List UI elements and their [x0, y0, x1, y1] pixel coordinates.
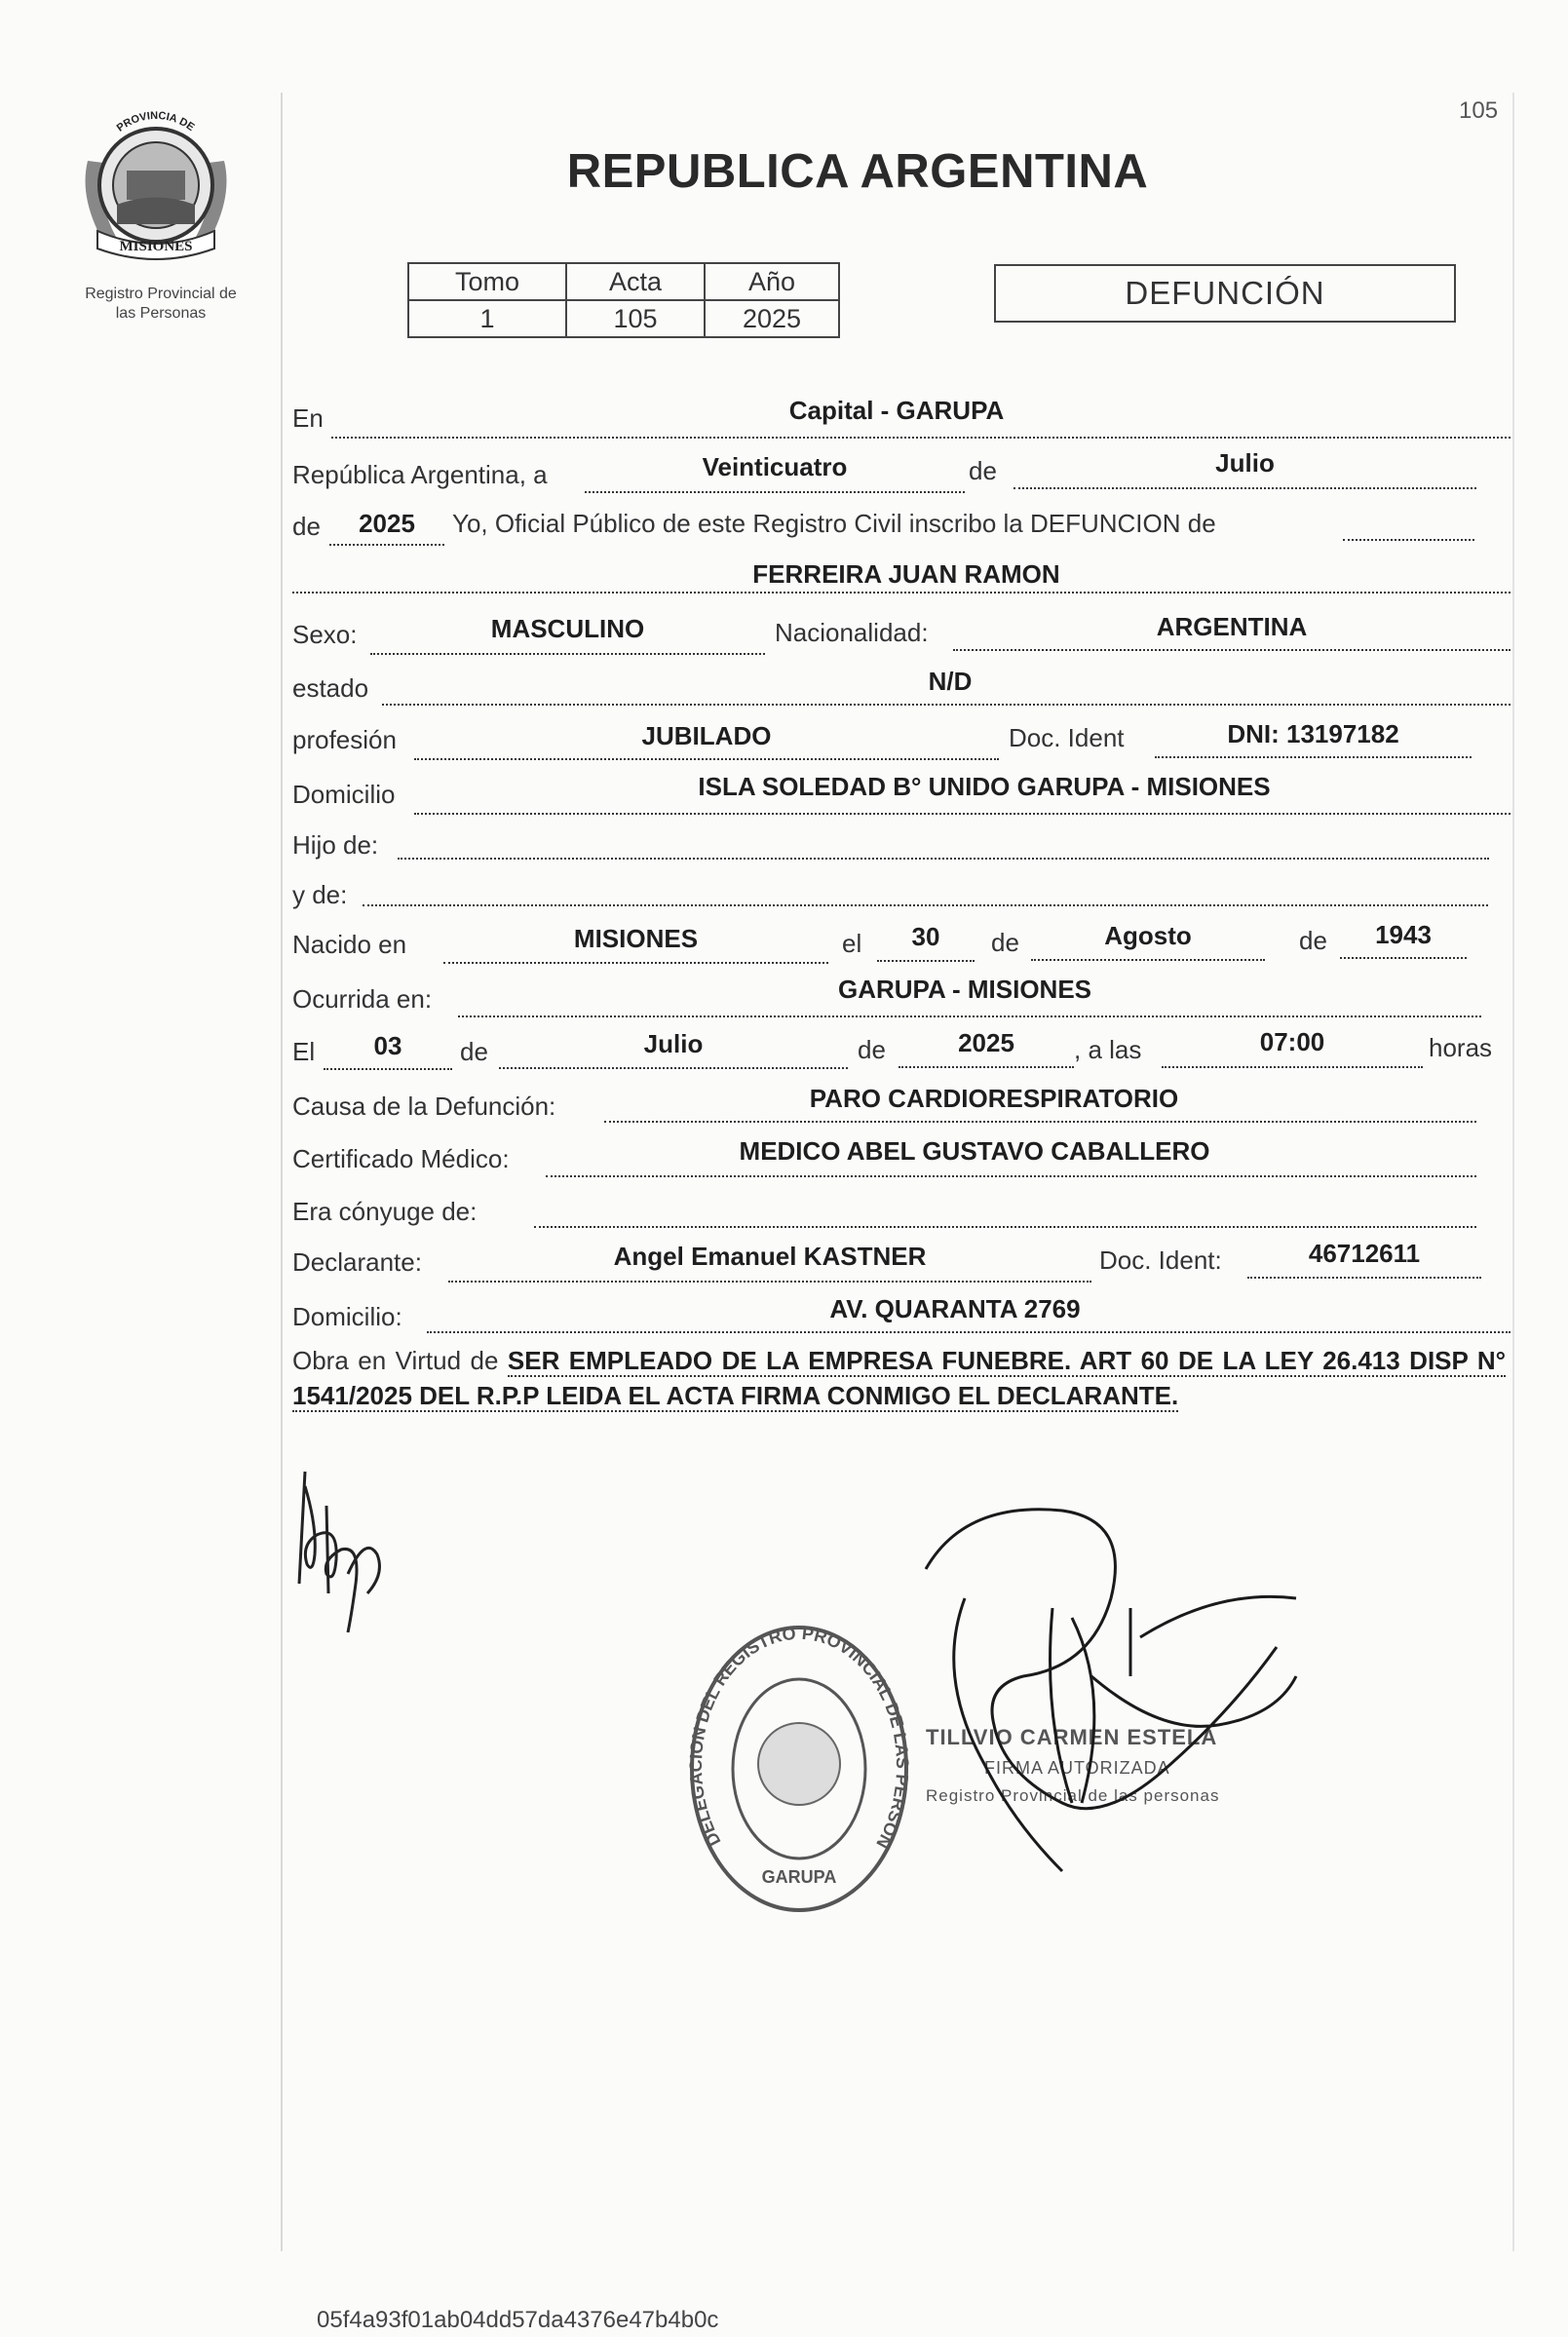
death-time-underline: [1162, 1066, 1423, 1068]
logo-banner-text: MISIONES: [119, 239, 193, 254]
declarante-doc-underline: [1247, 1277, 1481, 1279]
doc-ident-label-2: Doc. Ident:: [1099, 1245, 1222, 1275]
nacionalidad-underline: [953, 649, 1511, 651]
en-label: En: [292, 403, 324, 433]
ocurrida-underline: [458, 1015, 1481, 1017]
ano-header: Año: [705, 263, 839, 300]
causa-underline: [604, 1121, 1476, 1123]
ocurrida-value: GARUPA - MISIONES: [837, 975, 1091, 1004]
profesion-value: JUBILADO: [641, 721, 772, 750]
birth-month: Agosto: [1104, 921, 1192, 950]
tomo-value: 1: [408, 300, 566, 337]
sexo-label: Sexo:: [292, 620, 358, 649]
deceased-name: FERREIRA JUAN RAMON: [752, 559, 1060, 589]
obra-value: SER EMPLEADO DE LA EMPRESA FUNEBRE. ART 60 DE LA LEY 26.413 DISP N° 1541/2025 DEL R.P.P LEIDA EL ACTA FIRMA CONMIGO EL DECLARANTE.: [292, 1346, 1506, 1410]
estado-label: estado: [292, 673, 369, 703]
birth-year-underline: [1340, 957, 1467, 959]
de-label: de: [969, 456, 997, 485]
de-label-5: de: [460, 1037, 488, 1066]
doc-ident-label: Doc. Ident: [1009, 723, 1125, 752]
profesion-underline: [414, 758, 999, 760]
declarante-doc: 46712611: [1308, 1239, 1421, 1268]
record-type-box: DEFUNCIÓN: [994, 264, 1456, 323]
death-year-underline: [899, 1066, 1074, 1068]
causa-label: Causa de la Defunción:: [292, 1092, 556, 1121]
domicilio-label-2: Domicilio:: [292, 1302, 402, 1331]
el-label-2: El: [292, 1037, 316, 1066]
month-underline: [1013, 487, 1476, 489]
hijo-de-underline: [398, 858, 1489, 860]
registry-round-stamp: [682, 1618, 916, 1920]
de-label-3: de: [991, 928, 1019, 957]
official-signature: [906, 1481, 1316, 1891]
official-title: FIRMA AUTORIZADA: [984, 1758, 1170, 1778]
hijo-de-label: Hijo de:: [292, 830, 379, 860]
en-value: Capital - GARUPA: [788, 396, 1005, 425]
estado-underline: [382, 704, 1511, 706]
ano-value: 2025: [705, 300, 839, 337]
doc-ident-value: DNI: 13197182: [1227, 719, 1399, 748]
death-month-underline: [499, 1067, 848, 1069]
declarante-domicilio: AV. QUARANTA 2769: [829, 1294, 1081, 1323]
declarante-domicilio-underline: [427, 1331, 1511, 1333]
domicilio-value: ISLA SOLEDAD B° UNIDO GARUPA - MISIONES: [698, 772, 1271, 801]
year-underline: [329, 544, 444, 546]
profesion-label: profesión: [292, 725, 397, 754]
conyuge-label: Era cónyuge de:: [292, 1197, 478, 1226]
domicilio-underline: [414, 813, 1511, 815]
official-name: TILLVIO CARMEN ESTELA: [926, 1725, 1218, 1749]
stamp-ring-text: DELEGACION DEL REGISTRO PROVINCIAL DE LAS PERSON: [685, 1623, 913, 1853]
de-label-6: de: [858, 1035, 886, 1064]
de-label-4: de: [1299, 926, 1327, 955]
page-margin-line-left: [281, 93, 283, 2251]
day-words: Veinticuatro: [702, 452, 848, 481]
estado-value: N/D: [928, 667, 973, 696]
death-day: 03: [373, 1031, 402, 1060]
sexo-underline: [370, 653, 765, 655]
nacionalidad-label: Nacionalidad:: [775, 618, 929, 647]
acta-value: 105: [566, 300, 705, 337]
conyuge-underline: [534, 1226, 1476, 1228]
y-de-underline: [363, 904, 1488, 906]
birth-day-underline: [877, 960, 975, 962]
inscribo-text: Yo, Oficial Público de este Registro Civil inscribo la DEFUNCION de: [452, 509, 1216, 538]
tomo-header: Tomo: [408, 263, 566, 300]
death-day-underline: [324, 1068, 452, 1070]
document-hash: 05f4a93f01ab04dd57da4376e47b4b0c: [317, 2307, 719, 2333]
death-month: Julio: [643, 1029, 704, 1058]
death-time: 07:00: [1259, 1027, 1325, 1056]
birth-month-underline: [1031, 959, 1265, 961]
de-label-2: de: [292, 512, 321, 541]
acta-header: Acta: [566, 263, 705, 300]
domicilio-label: Domicilio: [292, 780, 396, 809]
obra-label: Obra en Virtud de: [292, 1346, 499, 1375]
declarante-underline: [448, 1281, 1091, 1283]
birth-year: 1943: [1375, 920, 1432, 949]
causa-value: PARO CARDIORESPIRATORIO: [809, 1084, 1179, 1113]
declarante-label: Declarante:: [292, 1247, 422, 1277]
nacionalidad-value: ARGENTINA: [1156, 612, 1308, 641]
day-underline: [585, 491, 965, 493]
obra-paragraph: [292, 1343, 1506, 1413]
certificado-value: MEDICO ABEL GUSTAVO CABALLERO: [739, 1136, 1210, 1166]
y-de-label: y de:: [292, 880, 348, 909]
horas-label: horas: [1429, 1033, 1493, 1062]
province-coat-of-arms-logo: [78, 102, 234, 268]
page-number: 105: [1459, 97, 1499, 124]
nacido-label: Nacido en: [292, 930, 407, 959]
month-value: Julio: [1215, 448, 1275, 478]
page-margin-line-right: [1512, 93, 1514, 2251]
republica-label: República Argentina, a: [292, 460, 548, 489]
declarante-value: Angel Emanuel KASTNER: [613, 1242, 927, 1271]
logo-caption: [54, 285, 268, 324]
ocurrida-label: Ocurrida en:: [292, 984, 433, 1014]
name-underline: [292, 592, 1511, 594]
sexo-value: MASCULINO: [490, 614, 645, 643]
certificado-label: Certificado Médico:: [292, 1144, 510, 1173]
official-registry: Registro Provincial de las personas: [926, 1786, 1220, 1805]
birth-day: 30: [911, 922, 940, 951]
year-value: 2025: [359, 509, 415, 538]
en-underline: [331, 437, 1511, 439]
certificado-underline: [546, 1175, 1476, 1177]
logo-caption-line1: Registro Provincial de: [85, 286, 237, 302]
nacido-value: MISIONES: [573, 924, 699, 953]
nacido-underline: [443, 962, 828, 964]
inscribo-underline: [1343, 539, 1474, 541]
stamp-bottom-text: GARUPA: [761, 1867, 837, 1887]
doc-ident-underline: [1155, 756, 1472, 758]
document-title: REPUBLICA ARGENTINA: [566, 145, 1149, 198]
el-label: el: [842, 929, 862, 958]
declarant-signature: [287, 1467, 395, 1637]
a-las-label: , a las: [1074, 1035, 1142, 1064]
logo-ring-text: PROVINCIA DE: [114, 109, 197, 134]
logo-caption-line2: las Personas: [115, 305, 207, 322]
record-reference-table: [407, 262, 840, 338]
death-year: 2025: [958, 1028, 1014, 1057]
